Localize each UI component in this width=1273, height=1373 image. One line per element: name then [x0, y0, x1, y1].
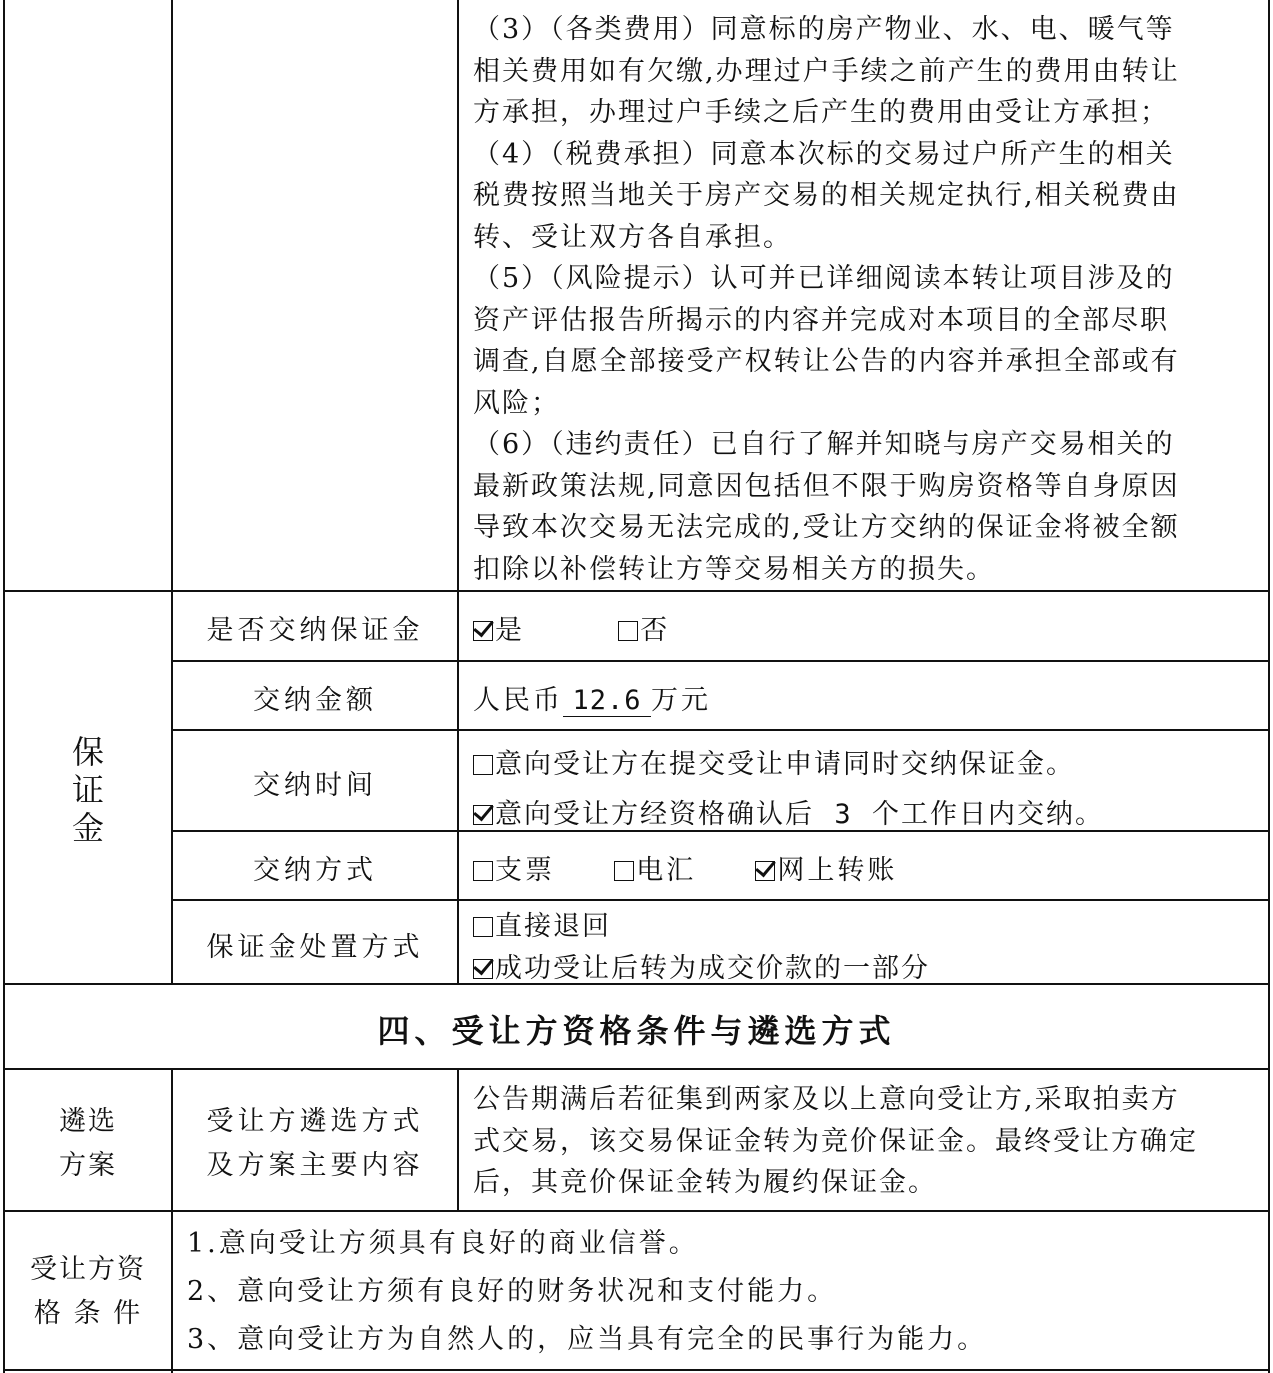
selection-label-line1: 受让方遴选方式 — [206, 1106, 424, 1137]
selection-group-label-line2: 方案 — [59, 1150, 117, 1181]
terms-line: （3）（各类费用）同意标的房产物业、水、电、暖气等 — [473, 14, 1175, 45]
row-divider — [3, 1068, 1270, 1070]
selection-label-line2: 及方案主要内容 — [206, 1150, 424, 1181]
terms-line: 方承担，办理过户手续之后产生的费用由受让方承担； — [473, 97, 1169, 128]
time-option-2 — [473, 792, 1104, 831]
selection-label — [173, 1100, 457, 1188]
selection-group-label — [5, 1100, 171, 1188]
terms-paragraph — [473, 9, 1263, 590]
disposal-option-1-label: 直接退回 — [495, 911, 611, 942]
terms-line: 转、受让双方各自承担。 — [473, 221, 792, 253]
row-divider — [171, 899, 1270, 901]
amount-value-row — [473, 678, 711, 717]
amount-unit: 万元 — [651, 685, 711, 716]
qualification-item: 2、意向受让方须有良好的财务状况和支付能力。 — [187, 1276, 838, 1307]
method-online-checkbox[interactable] — [755, 861, 775, 881]
terms-line: （6）（违约责任）已自行了解并知晓与房产交易相关的 — [473, 429, 1175, 460]
pay-required-label: 是否交纳保证金 — [206, 615, 424, 646]
method-cheque-label: 支票 — [495, 855, 555, 886]
row-divider — [3, 1369, 1270, 1371]
pay-required-no-checkbox[interactable] — [618, 621, 638, 641]
disposal-option-2-checkbox[interactable] — [473, 959, 493, 979]
qualification-list — [187, 1220, 987, 1364]
disposal-option-2 — [473, 946, 930, 985]
method-cheque-checkbox[interactable] — [473, 861, 493, 881]
amount-prefix: 人民币 — [473, 685, 563, 716]
time-option-1-checkbox[interactable] — [473, 755, 493, 775]
row-divider — [171, 660, 1270, 662]
selection-content — [473, 1079, 1198, 1204]
pay-required-no-label: 否 — [640, 615, 671, 646]
method-wire-checkbox[interactable] — [614, 861, 634, 881]
time-option-2-label-after: 个工作日内交纳。 — [872, 799, 1104, 830]
disposal-label: 保证金处置方式 — [206, 932, 424, 963]
row-divider — [3, 1210, 1270, 1212]
terms-line: 相关费用如有欠缴,办理过户手续之前产生的费用由转让 — [473, 55, 1180, 87]
amount-label: 交纳金额 — [253, 685, 377, 716]
column-divider-4 — [457, 1069, 459, 1212]
pay-required-yes-label: 是 — [495, 615, 525, 646]
terms-line: 税费按照当地关于房产交易的相关规定执行,相关税费由 — [473, 180, 1180, 211]
row-divider — [171, 729, 1270, 731]
pay-required-options — [473, 608, 670, 647]
qualification-item: 1.意向受让方须具有良好的商业信誉。 — [187, 1228, 699, 1259]
terms-line: 扣除以补偿转让方等交易相关方的损失。 — [473, 553, 995, 585]
qualification-group-label — [5, 1248, 171, 1336]
time-option-1 — [473, 742, 1075, 781]
terms-line: 导致本次交易无法完成的,受让方交纳的保证金将被全额 — [473, 512, 1180, 543]
column-divider-2b — [457, 592, 459, 985]
terms-line: （5）（风险提示）认可并已详细阅读本转让项目涉及的 — [473, 263, 1175, 294]
time-option-2-label-before: 意向受让方经资格确认后 — [495, 799, 814, 830]
terms-line: （4）（税费承担）同意本次标的交易过户所产生的相关 — [473, 138, 1175, 170]
deposit-group-label: 保 证 金 — [71, 733, 104, 847]
amount-value: 12.6 — [563, 685, 651, 717]
time-option-2-checkbox[interactable] — [473, 805, 493, 825]
time-option-2-days: 3 — [814, 799, 872, 831]
qualification-item: 3、意向受让方为自然人的，应当具有完全的民事行为能力。 — [187, 1324, 988, 1355]
method-online-label: 网上转账 — [777, 855, 898, 886]
terms-line: 调查,自愿全部接受产权转让公告的内容并承担全部或有 — [473, 346, 1180, 377]
row-divider — [3, 590, 1270, 592]
method-wire-label: 电汇 — [636, 855, 697, 886]
selection-content-line: 后，其竞价保证金转为履约保证金。 — [473, 1167, 937, 1198]
qualification-group-label-line2: 格 条 件 — [33, 1298, 143, 1329]
disposal-option-1-checkbox[interactable] — [473, 917, 493, 937]
selection-group-label-line1: 遴选 — [59, 1106, 117, 1137]
section-title: 四、受让方资格条件与遴选方式 — [377, 1012, 896, 1050]
selection-content-line: 公告期满后若征集到两家及以上意向受让方,采取拍卖方 — [473, 1084, 1180, 1115]
time-option-1-label: 意向受让方在提交受让申请同时交纳保证金。 — [495, 749, 1075, 780]
method-options — [473, 848, 897, 887]
method-label: 交纳方式 — [253, 855, 377, 886]
terms-line: 资产评估报告所揭示的内容并完成对本项目的全部尽职 — [473, 304, 1169, 336]
time-label: 交纳时间 — [253, 770, 377, 801]
pay-required-yes-checkbox[interactable] — [473, 621, 493, 641]
column-divider-2 — [457, 0, 459, 592]
table-border-right — [1268, 0, 1270, 1373]
column-divider-1 — [171, 0, 173, 985]
disposal-option-1 — [473, 904, 611, 943]
selection-content-line: 式交易，该交易保证金转为竞价保证金。最终受让方确定 — [473, 1125, 1198, 1157]
terms-line: 风险； — [473, 387, 560, 419]
disposal-option-2-label: 成功受让后转为成交价款的一部分 — [495, 953, 930, 984]
terms-line: 最新政策法规,同意因包括但不限于购房资格等自身原因 — [473, 470, 1180, 502]
qualification-group-label-line1: 受让方资 — [30, 1254, 146, 1285]
